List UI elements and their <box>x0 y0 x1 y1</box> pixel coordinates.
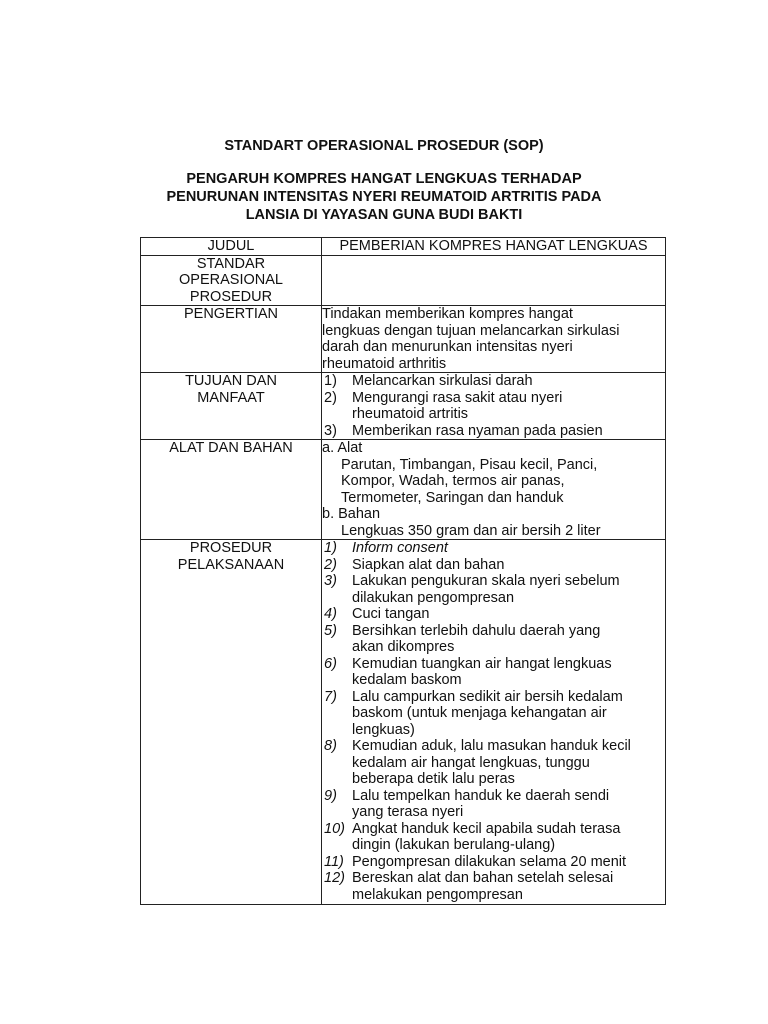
judul-label: JUDUL <box>141 238 322 256</box>
prosedur-item-number: 5) <box>324 622 337 639</box>
sop-label-line: OPERASIONAL <box>179 272 283 288</box>
tujuan-item-text: Melancarkan sirkulasi darah <box>352 373 533 389</box>
sop-label-line: STANDAR <box>196 255 266 272</box>
prosedur-item-number: 1) <box>324 540 337 556</box>
row-alat <box>141 440 666 540</box>
prosedur-item-number: 8) <box>324 738 337 754</box>
tujuan-item-text: Memberikan rasa nyaman pada pasien <box>352 422 603 439</box>
alat-item-line: Lengkuas 350 gram dan air bersih 2 liter <box>341 522 601 539</box>
prosedur-item-number: 2) <box>324 556 337 573</box>
row-tujuan <box>141 373 666 440</box>
subtitle-line: PENURUNAN INTENSITAS NYERI REUMATOID ARTRITIS PADA <box>166 189 602 205</box>
prosedur-item <box>322 870 665 903</box>
tujuan-item-number: 2) <box>324 389 337 406</box>
prosedur-item <box>322 788 665 821</box>
tujuan-list <box>322 373 665 439</box>
alat-section-heading: b. Bahan <box>322 506 381 522</box>
prosedur-item-number: 6) <box>324 655 337 672</box>
tujuan-item <box>322 423 665 440</box>
alat-section-items <box>322 457 665 507</box>
alat-item-line: Kompor, Wadah, termos air panas, <box>341 473 565 489</box>
pengertian-value <box>322 306 666 373</box>
prosedur-item-text: Angkat handuk kecil apabila sudah terasa <box>352 820 621 837</box>
judul-value: PEMBERIAN KOMPRES HANGAT LENGKUAS <box>322 238 666 256</box>
document-title: STANDART OPERASIONAL PROSEDUR (SOP) <box>224 138 544 154</box>
subtitle-line: PENGARUH KOMPRES HANGAT LENGKUAS TERHADAP <box>186 171 582 187</box>
row-sop <box>141 255 666 306</box>
prosedur-label-line: PELAKSANAAN <box>177 556 285 573</box>
prosedur-item-text: Bersihkan terlebih dahulu daerah yang <box>352 622 601 639</box>
prosedur-value <box>322 540 666 905</box>
alat-label: ALAT DAN BAHAN <box>141 440 322 540</box>
row-prosedur <box>141 540 666 905</box>
subtitle-line: LANSIA DI YAYASAN GUNA BUDI BAKTI <box>245 207 523 223</box>
prosedur-item-text: Siapkan alat dan bahan <box>352 556 505 573</box>
prosedur-item <box>322 689 665 739</box>
prosedur-item-text: Inform consent <box>352 540 448 556</box>
prosedur-item-text: Lalu tempelkan handuk ke daerah sendi <box>352 787 610 804</box>
document-subtitle <box>0 170 768 224</box>
prosedur-item-number: 7) <box>324 688 337 705</box>
pengertian-line: rheumatoid arthritis <box>322 355 447 372</box>
prosedur-label <box>141 540 322 905</box>
prosedur-item-number: 11) <box>324 853 344 870</box>
sop-label <box>141 255 322 306</box>
tujuan-item-text: rheumatoid artritis <box>352 406 469 422</box>
prosedur-item-number: 4) <box>324 606 337 622</box>
prosedur-item-text: Bereskan alat dan bahan setelah selesai <box>352 870 614 886</box>
prosedur-item <box>322 540 665 557</box>
pengertian-line: Tindakan memberikan kompres hangat <box>322 306 573 322</box>
prosedur-item <box>322 623 665 656</box>
prosedur-item-text: dingin (lakukan berulang-ulang) <box>352 837 556 853</box>
tujuan-item-number: 3) <box>324 422 337 439</box>
prosedur-label-line: PROSEDUR <box>189 540 273 556</box>
prosedur-item-number: 12) <box>324 870 345 886</box>
tujuan-item <box>322 390 665 423</box>
row-pengertian <box>141 306 666 373</box>
alat-item-line: Termometer, Saringan dan handuk <box>341 489 564 506</box>
pengertian-label: PENGERTIAN <box>141 306 322 373</box>
pengertian-line: lengkuas dengan tujuan melancarkan sirkulasi <box>322 322 620 339</box>
tujuan-item-text: Mengurangi rasa sakit atau nyeri <box>352 389 563 406</box>
prosedur-item-text: Lalu campurkan sedikit air bersih kedalam <box>352 688 623 705</box>
tujuan-value <box>322 373 666 440</box>
tujuan-item-number: 1) <box>324 373 337 389</box>
prosedur-item-number: 9) <box>324 787 337 804</box>
prosedur-item <box>322 821 665 854</box>
tujuan-label-line: MANFAAT <box>197 389 265 406</box>
prosedur-item-text: Kemudian aduk, lalu masukan handuk kecil <box>352 738 631 754</box>
prosedur-item <box>322 656 665 689</box>
alat-value <box>322 440 666 540</box>
prosedur-item-text: beberapa detik lalu peras <box>352 771 515 787</box>
sop-table <box>140 237 666 905</box>
prosedur-item <box>322 738 665 788</box>
prosedur-item-number: 3) <box>324 573 337 589</box>
pengertian-line: darah dan menurunkan intensitas nyeri <box>322 339 573 355</box>
prosedur-item <box>322 557 665 574</box>
prosedur-item-text: Kemudian tuangkan air hangat lengkuas <box>352 655 612 672</box>
alat-section-heading: a. Alat <box>322 440 363 456</box>
sop-value <box>322 255 666 306</box>
prosedur-item-text: kedalam air hangat lengkuas, tunggu <box>352 754 590 771</box>
prosedur-list <box>322 540 665 903</box>
tujuan-item <box>322 373 665 390</box>
alat-section-items <box>322 523 665 540</box>
tujuan-label-line: TUJUAN DAN <box>185 373 277 389</box>
prosedur-item-text: baskom (untuk menjaga kehangatan air <box>352 705 607 721</box>
prosedur-item <box>322 573 665 606</box>
prosedur-item-text: melakukan pengompresan <box>352 886 523 903</box>
prosedur-item-text: akan dikompres <box>352 639 455 655</box>
sop-label-line: PROSEDUR <box>189 288 273 305</box>
prosedur-item <box>322 606 665 623</box>
prosedur-item-text: Pengompresan dilakukan selama 20 menit <box>352 853 627 870</box>
tujuan-label <box>141 373 322 440</box>
alat-item-line: Parutan, Timbangan, Pisau kecil, Panci, <box>341 456 598 473</box>
prosedur-item <box>322 854 665 871</box>
prosedur-item-number: 10) <box>324 820 345 837</box>
row-judul <box>141 238 666 256</box>
prosedur-item-text: kedalam baskom <box>352 672 462 688</box>
prosedur-item-text: lengkuas) <box>352 721 415 738</box>
prosedur-item-text: Cuci tangan <box>352 606 430 622</box>
prosedur-item-text: dilakukan pengompresan <box>352 589 515 606</box>
prosedur-item-text: yang terasa nyeri <box>352 804 464 820</box>
prosedur-item-text: Lakukan pengukuran skala nyeri sebelum <box>352 573 620 589</box>
